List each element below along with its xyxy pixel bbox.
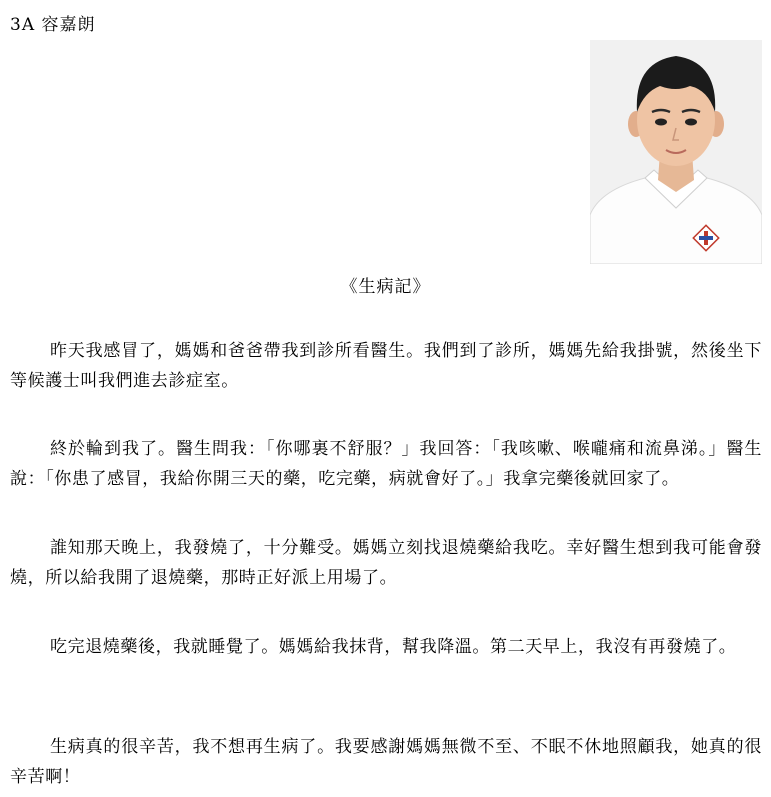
essay-paragraph-5: 生病真的很辛苦，我不想再生病了。我要感謝媽媽無微不至、不眠不休地照顧我，她真的很辛苦啊！ (10, 737, 762, 787)
essay-paragraph-1: 昨天我感冒了，媽媽和爸爸帶我到診所看醫生。我們到了診所，媽媽先給我掛號，然後坐下等候護士叫我們進去診症室。 (10, 341, 762, 391)
essay-paragraph-2: 終於輪到我了。醫生問我：「你哪裏不舒服？」我回答：「我咳嗽、喉嚨痛和流鼻涕。」醫生說：「你患了感冒，我給你開三天的藥，吃完藥，病就會好了。」我拿完藥後就回家了。 (10, 439, 762, 489)
essay-paragraph-4: 吃完退燒藥後，我就睡覺了。媽媽給我抹背，幫我降溫。第二天早上，我沒有再發燒了。 (50, 637, 737, 657)
portrait-illustration (590, 40, 762, 264)
essay-title: 《生病記》 (340, 277, 431, 297)
student-portrait-photo (590, 40, 762, 264)
essay-paragraph-3: 誰知那天晚上，我發燒了，十分難受。媽媽立刻找退燒藥給我吃。幸好醫生想到我可能會發燒，所以給我開了退燒藥，那時正好派上用場了。 (10, 538, 762, 588)
student-class-and-name: 3A 容嘉朗 (10, 15, 96, 35)
